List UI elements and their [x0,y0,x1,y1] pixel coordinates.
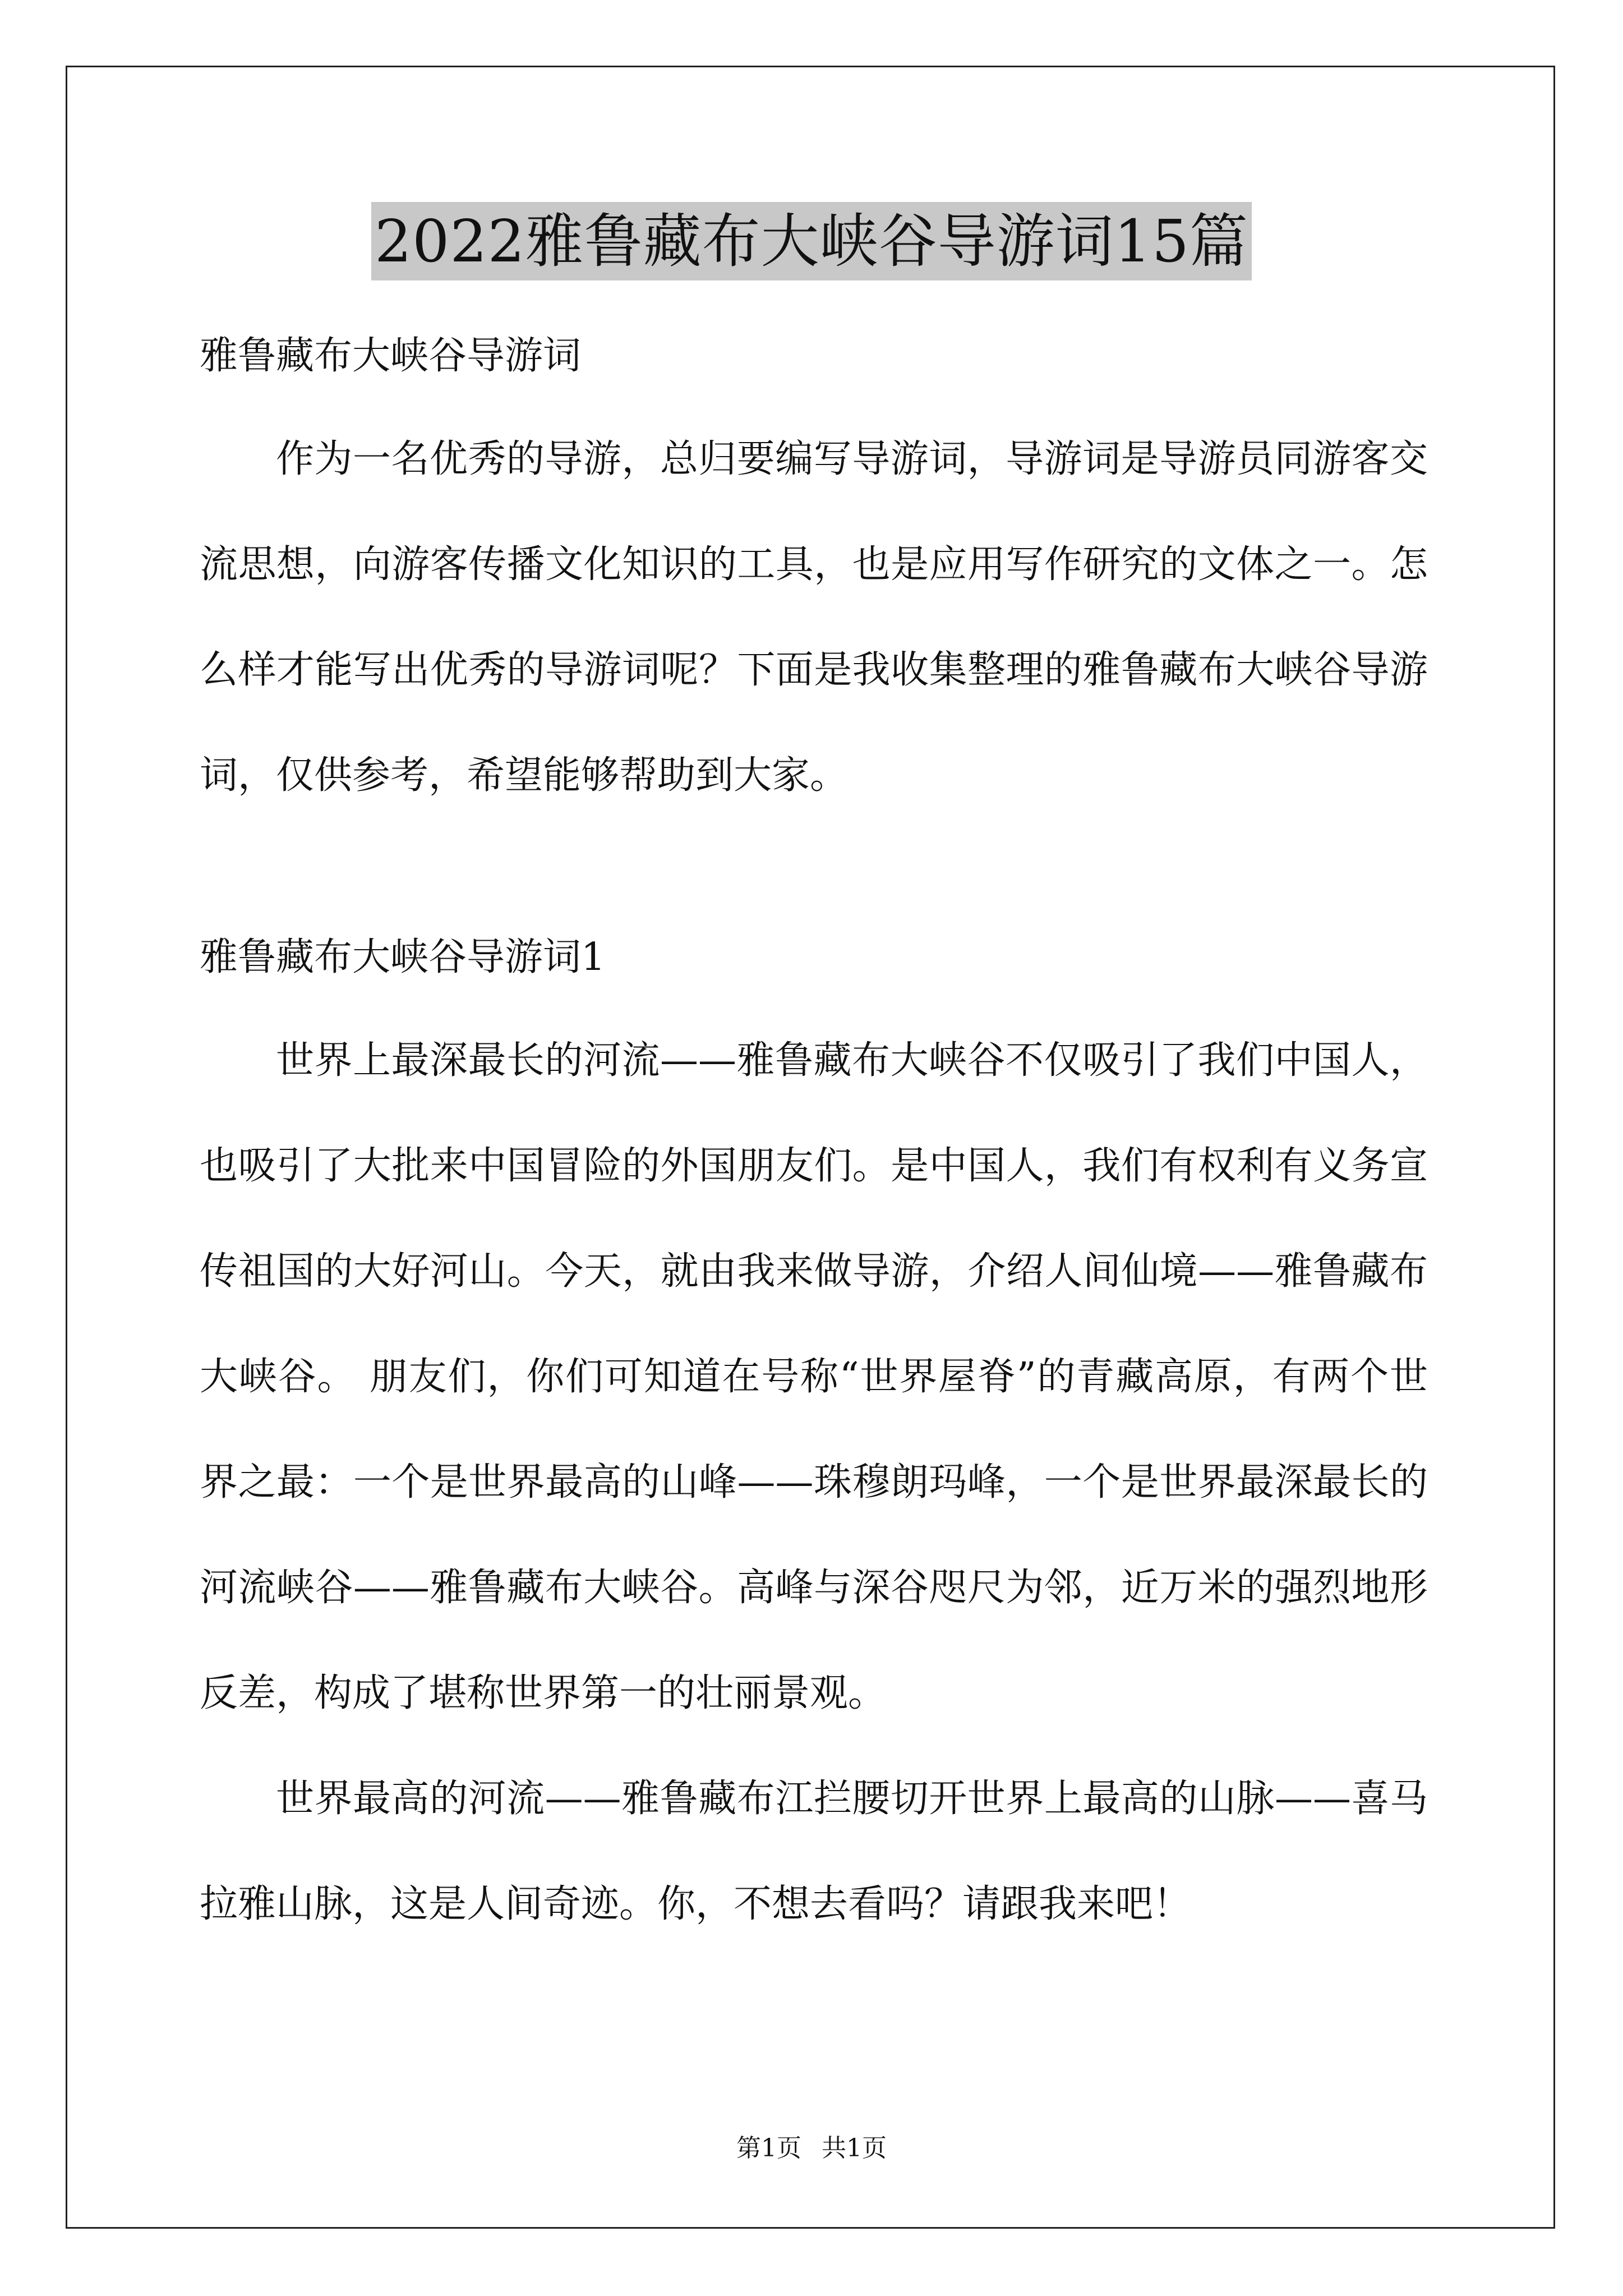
intro-paragraph: 作为一名优秀的导游，总归要编写导游词，导游词是导游员同游客交流思想，向游客传播文化知识的工具，也是应用写作研究的文体之一。怎么样才能写出优秀的导游词呢？下面是我收集整理的雅鲁藏布大峡谷导游词，仅供参考，希望能够帮助到大家。 [200,437,1428,798]
intro-heading: 雅鲁藏布大峡谷导游词 [200,334,582,378]
document-body [200,306,1428,1957]
section-spacer [200,829,1428,907]
page-footer [0,2132,1623,2165]
title-block [0,202,1623,280]
section1-heading: 雅鲁藏布大峡谷导游词1 [200,935,606,979]
section1-paragraph-1: 世界上最深最长的河流——雅鲁藏布大峡谷不仅吸引了我们中国人，也吸引了大批来中国冒险的外国朋友们。是中国人，我们有权利有义务宣传祖国的大好河山。今天，就由我来做导游，介绍人间仙境——雅鲁藏布大峡谷。 朋友们，你们可知道在号称“世界屋脊”的青藏高原，有两个世界之最：一个是世界最高的山峰——珠穆朗玛峰，一个是世界最深最长的河流峡谷——雅鲁藏布大峡谷。高峰与深谷咫尺为邻，近万米的强烈地形反差，构成了堪称世界第一的壮丽景观。 [200,1038,1428,1715]
page-number: 第1页 [736,2134,801,2162]
section1-paragraph-2: 世界最高的河流——雅鲁藏布江拦腰切开世界上最高的山脉——喜马拉雅山脉，这是人间奇迹。你，不想去看吗？请跟我来吧！ [200,1777,1428,1926]
document-title: 2022雅鲁藏布大峡谷导游词15篇 [371,202,1252,280]
page-total: 共1页 [822,2134,887,2162]
